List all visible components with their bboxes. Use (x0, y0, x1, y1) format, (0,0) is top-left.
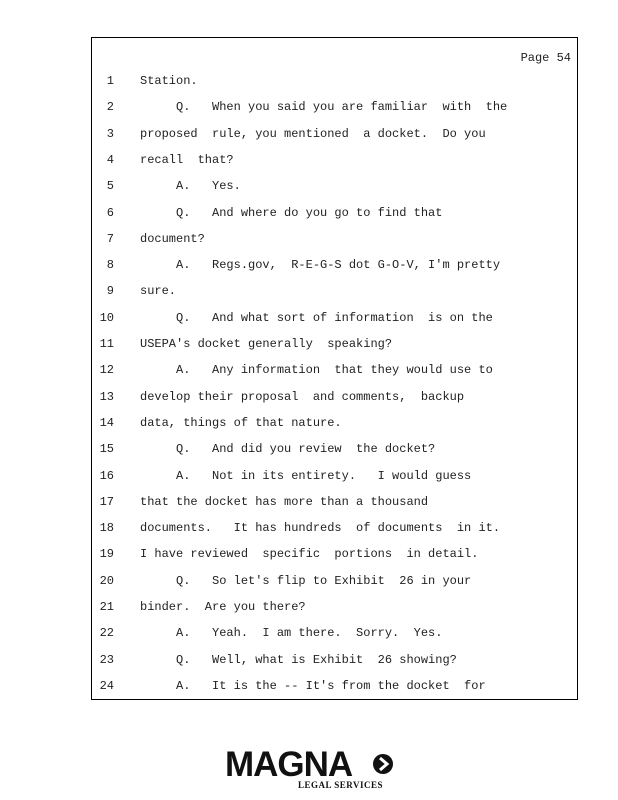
transcript-line (92, 626, 577, 644)
transcript-line (92, 390, 577, 408)
line-number: 18 (99, 521, 114, 536)
line-text: USEPA's docket generally speaking? (140, 337, 393, 351)
transcript-line (92, 100, 577, 118)
line-text: data, things of that nature. (140, 415, 342, 430)
transcript-line (92, 521, 577, 539)
line-text: proposed rule, you mentioned a docket. Do you (140, 126, 486, 141)
line-number: 17 (99, 494, 114, 509)
line-number: 3 (106, 126, 114, 141)
line-text: binder. Are you there? (140, 600, 306, 614)
line-number: 2 (106, 100, 114, 115)
transcript-page (91, 37, 578, 700)
line-text: that the docket has more than a thousand (140, 494, 429, 509)
transcript-line (92, 127, 577, 145)
line-number: 7 (106, 231, 114, 246)
transcript-line (92, 337, 577, 355)
logo-tagline: LEGAL SERVICES (298, 780, 383, 790)
line-number: 21 (99, 600, 114, 614)
line-number: 16 (99, 468, 114, 483)
transcript-line (92, 442, 577, 460)
transcript-line (92, 206, 577, 224)
line-text: A. Yeah. I am there. Sorry. Yes. (140, 626, 443, 641)
line-text: Q. And where do you go to find that (140, 205, 443, 220)
line-number: 1 (106, 74, 114, 88)
line-text: document? (140, 231, 205, 246)
line-number: 8 (106, 258, 114, 273)
transcript-line (92, 679, 577, 697)
line-text: I have reviewed specific portions in detail. (140, 547, 479, 562)
line-text: Q. And what sort of information is on the (140, 310, 493, 325)
line-text: develop their proposal and comments, backup (140, 389, 465, 404)
line-number: 20 (99, 573, 114, 588)
line-number: 24 (99, 678, 114, 693)
transcript-line (92, 258, 577, 276)
transcript-line (92, 574, 577, 592)
transcript-line (92, 74, 577, 92)
logo-wordmark: MAGNA (225, 745, 353, 784)
line-number: 23 (99, 652, 114, 667)
transcript-line (92, 600, 577, 618)
line-text: A. Regs.gov, R-E-G-S dot G-O-V, I'm pretty (140, 258, 501, 273)
circle-arrow-icon (372, 753, 394, 775)
line-text: A. Yes. (140, 179, 241, 194)
line-number: 14 (99, 415, 114, 430)
line-text: documents. It has hundreds of documents in it. (140, 521, 501, 536)
transcript-line (92, 311, 577, 329)
transcript-line (92, 653, 577, 671)
line-text: Q. So let's flip to Exhibit 26 in your (140, 573, 472, 588)
transcript-line (92, 363, 577, 381)
line-number: 19 (99, 547, 114, 562)
line-number: 13 (99, 389, 114, 404)
line-number: 9 (106, 284, 114, 299)
page-number: Page 54 (520, 51, 571, 65)
transcript-line (92, 416, 577, 434)
line-text: sure. (140, 284, 177, 299)
line-text: Q. When you said you are familiar with the (140, 100, 508, 115)
line-number: 11 (99, 337, 114, 351)
magna-logo (225, 745, 400, 793)
line-text: Q. And did you review the docket? (140, 442, 436, 457)
transcript-line (92, 469, 577, 487)
line-number: 12 (99, 363, 114, 378)
line-text: Station. (140, 74, 198, 88)
line-number: 5 (106, 179, 114, 194)
line-text: recall that? (140, 152, 234, 167)
transcript-line (92, 547, 577, 565)
line-number: 22 (99, 626, 114, 641)
line-number: 6 (106, 205, 114, 220)
line-text: A. Not in its entirety. I would guess (140, 468, 472, 483)
transcript-line (92, 153, 577, 171)
line-number: 10 (99, 310, 114, 325)
line-text: A. It is the -- It's from the docket for (140, 678, 486, 693)
line-number: 15 (99, 442, 114, 457)
line-text: A. Any information that they would use to (140, 363, 493, 378)
transcript-line (92, 495, 577, 513)
transcript-line (92, 284, 577, 302)
transcript-line (92, 179, 577, 197)
transcript-line (92, 232, 577, 250)
line-text: Q. Well, what is Exhibit 26 showing? (140, 652, 457, 667)
line-number: 4 (106, 152, 114, 167)
